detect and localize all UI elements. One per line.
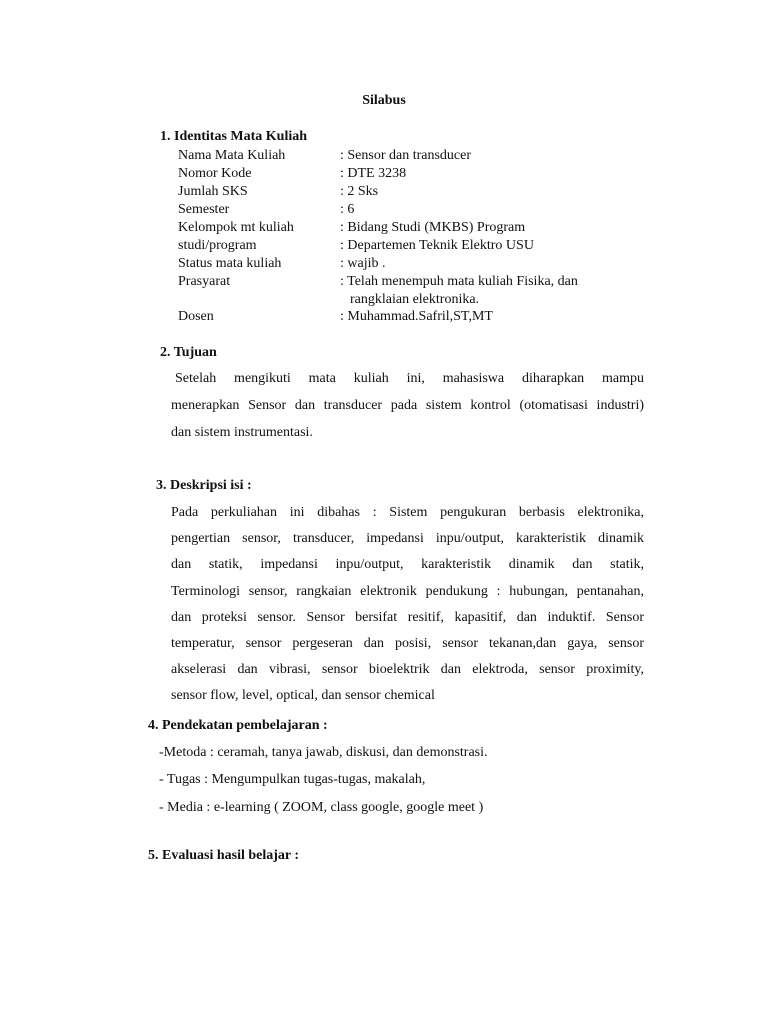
identity-value: : Bidang Studi (MKBS) Program <box>340 220 526 235</box>
identity-value: : 6 <box>340 202 355 217</box>
section-heading-identitas: 1. Identitas Mata Kuliah <box>160 129 308 144</box>
deskripsi-paragraph <box>171 500 644 710</box>
paragraph-line: dan sistem instrumentasi. <box>171 424 313 440</box>
identity-value: : Departemen Teknik Elektro USU <box>340 238 534 253</box>
identity-label: Jumlah SKS <box>178 184 248 199</box>
list-item: -Metoda : ceramah, tanya jawab, diskusi, dan demonstrasi. <box>159 745 488 760</box>
document-title: Silabus <box>362 93 406 108</box>
identity-value: : wajib . <box>340 256 386 271</box>
identity-value: : Sensor dan transducer <box>340 148 472 163</box>
section-heading-tujuan: 2. Tujuan <box>160 345 217 360</box>
tujuan-paragraph <box>171 366 644 446</box>
paragraph-line: menerapkan Sensor dan transducer pada sistem kontrol (otomatisasi industri) <box>171 397 644 413</box>
identity-label: Dosen <box>178 309 214 324</box>
list-item: - Tugas : Mengumpulkan tugas-tugas, makalah, <box>159 772 426 787</box>
paragraph-line: sensor flow, level, optical, dan sensor chemical <box>171 688 435 704</box>
identity-value: : Muhammad.Safril,ST,MT <box>340 309 493 324</box>
paragraph-line: Setelah mengikuti mata kuliah ini, mahasiswa diharapkan mampu <box>175 371 644 386</box>
paragraph-line: dan statik, impedansi inpu/output, karakteristik dinamik dan statik, <box>171 557 644 573</box>
paragraph-line: pengertian sensor, transducer, impedansi inpu/output, karakteristik dinamik <box>171 531 644 547</box>
section-heading-evaluasi: 5. Evaluasi hasil belajar : <box>148 848 300 863</box>
paragraph-line: Terminologi sensor, rangkaian elektronik pendukung : hubungan, pentanahan, <box>171 583 644 599</box>
identity-label: Prasyarat <box>178 274 231 289</box>
paragraph-line: Pada perkuliahan ini dibahas : Sistem pengukuran berbasis elektronika, <box>171 505 644 520</box>
paragraph-line: dan proteksi sensor. Sensor bersifat resitif, kapasitif, dan induktif. Sensor <box>171 609 644 625</box>
identity-value: : 2 Sks <box>340 184 379 199</box>
paragraph-line: temperatur, sensor pergeseran dan posisi, sensor tekanan,dan gaya, sensor <box>171 635 644 651</box>
section-heading-deskripsi: 3. Deskripsi isi : <box>156 478 252 493</box>
prasyarat-continuation: rangklaian elektronika. <box>350 292 480 307</box>
paragraph-line: akselerasi dan vibrasi, sensor bioelektrik dan elektroda, sensor proximity, <box>171 662 644 678</box>
identity-label: Kelompok mt kuliah <box>178 220 294 235</box>
identity-label: Nomor Kode <box>178 166 252 181</box>
list-item: - Media : e-learning ( ZOOM, class google, google meet ) <box>159 800 484 815</box>
identity-label: studi/program <box>178 238 257 253</box>
identity-label: Nama Mata Kuliah <box>178 148 286 163</box>
identity-label: Semester <box>178 202 230 217</box>
identity-label: Status mata kuliah <box>178 256 282 271</box>
section-heading-pendekatan: 4. Pendekatan pembelajaran : <box>148 718 328 733</box>
identity-value: : DTE 3238 <box>340 166 407 181</box>
identity-value: : Telah menempuh mata kuliah Fisika, dan <box>340 274 578 289</box>
